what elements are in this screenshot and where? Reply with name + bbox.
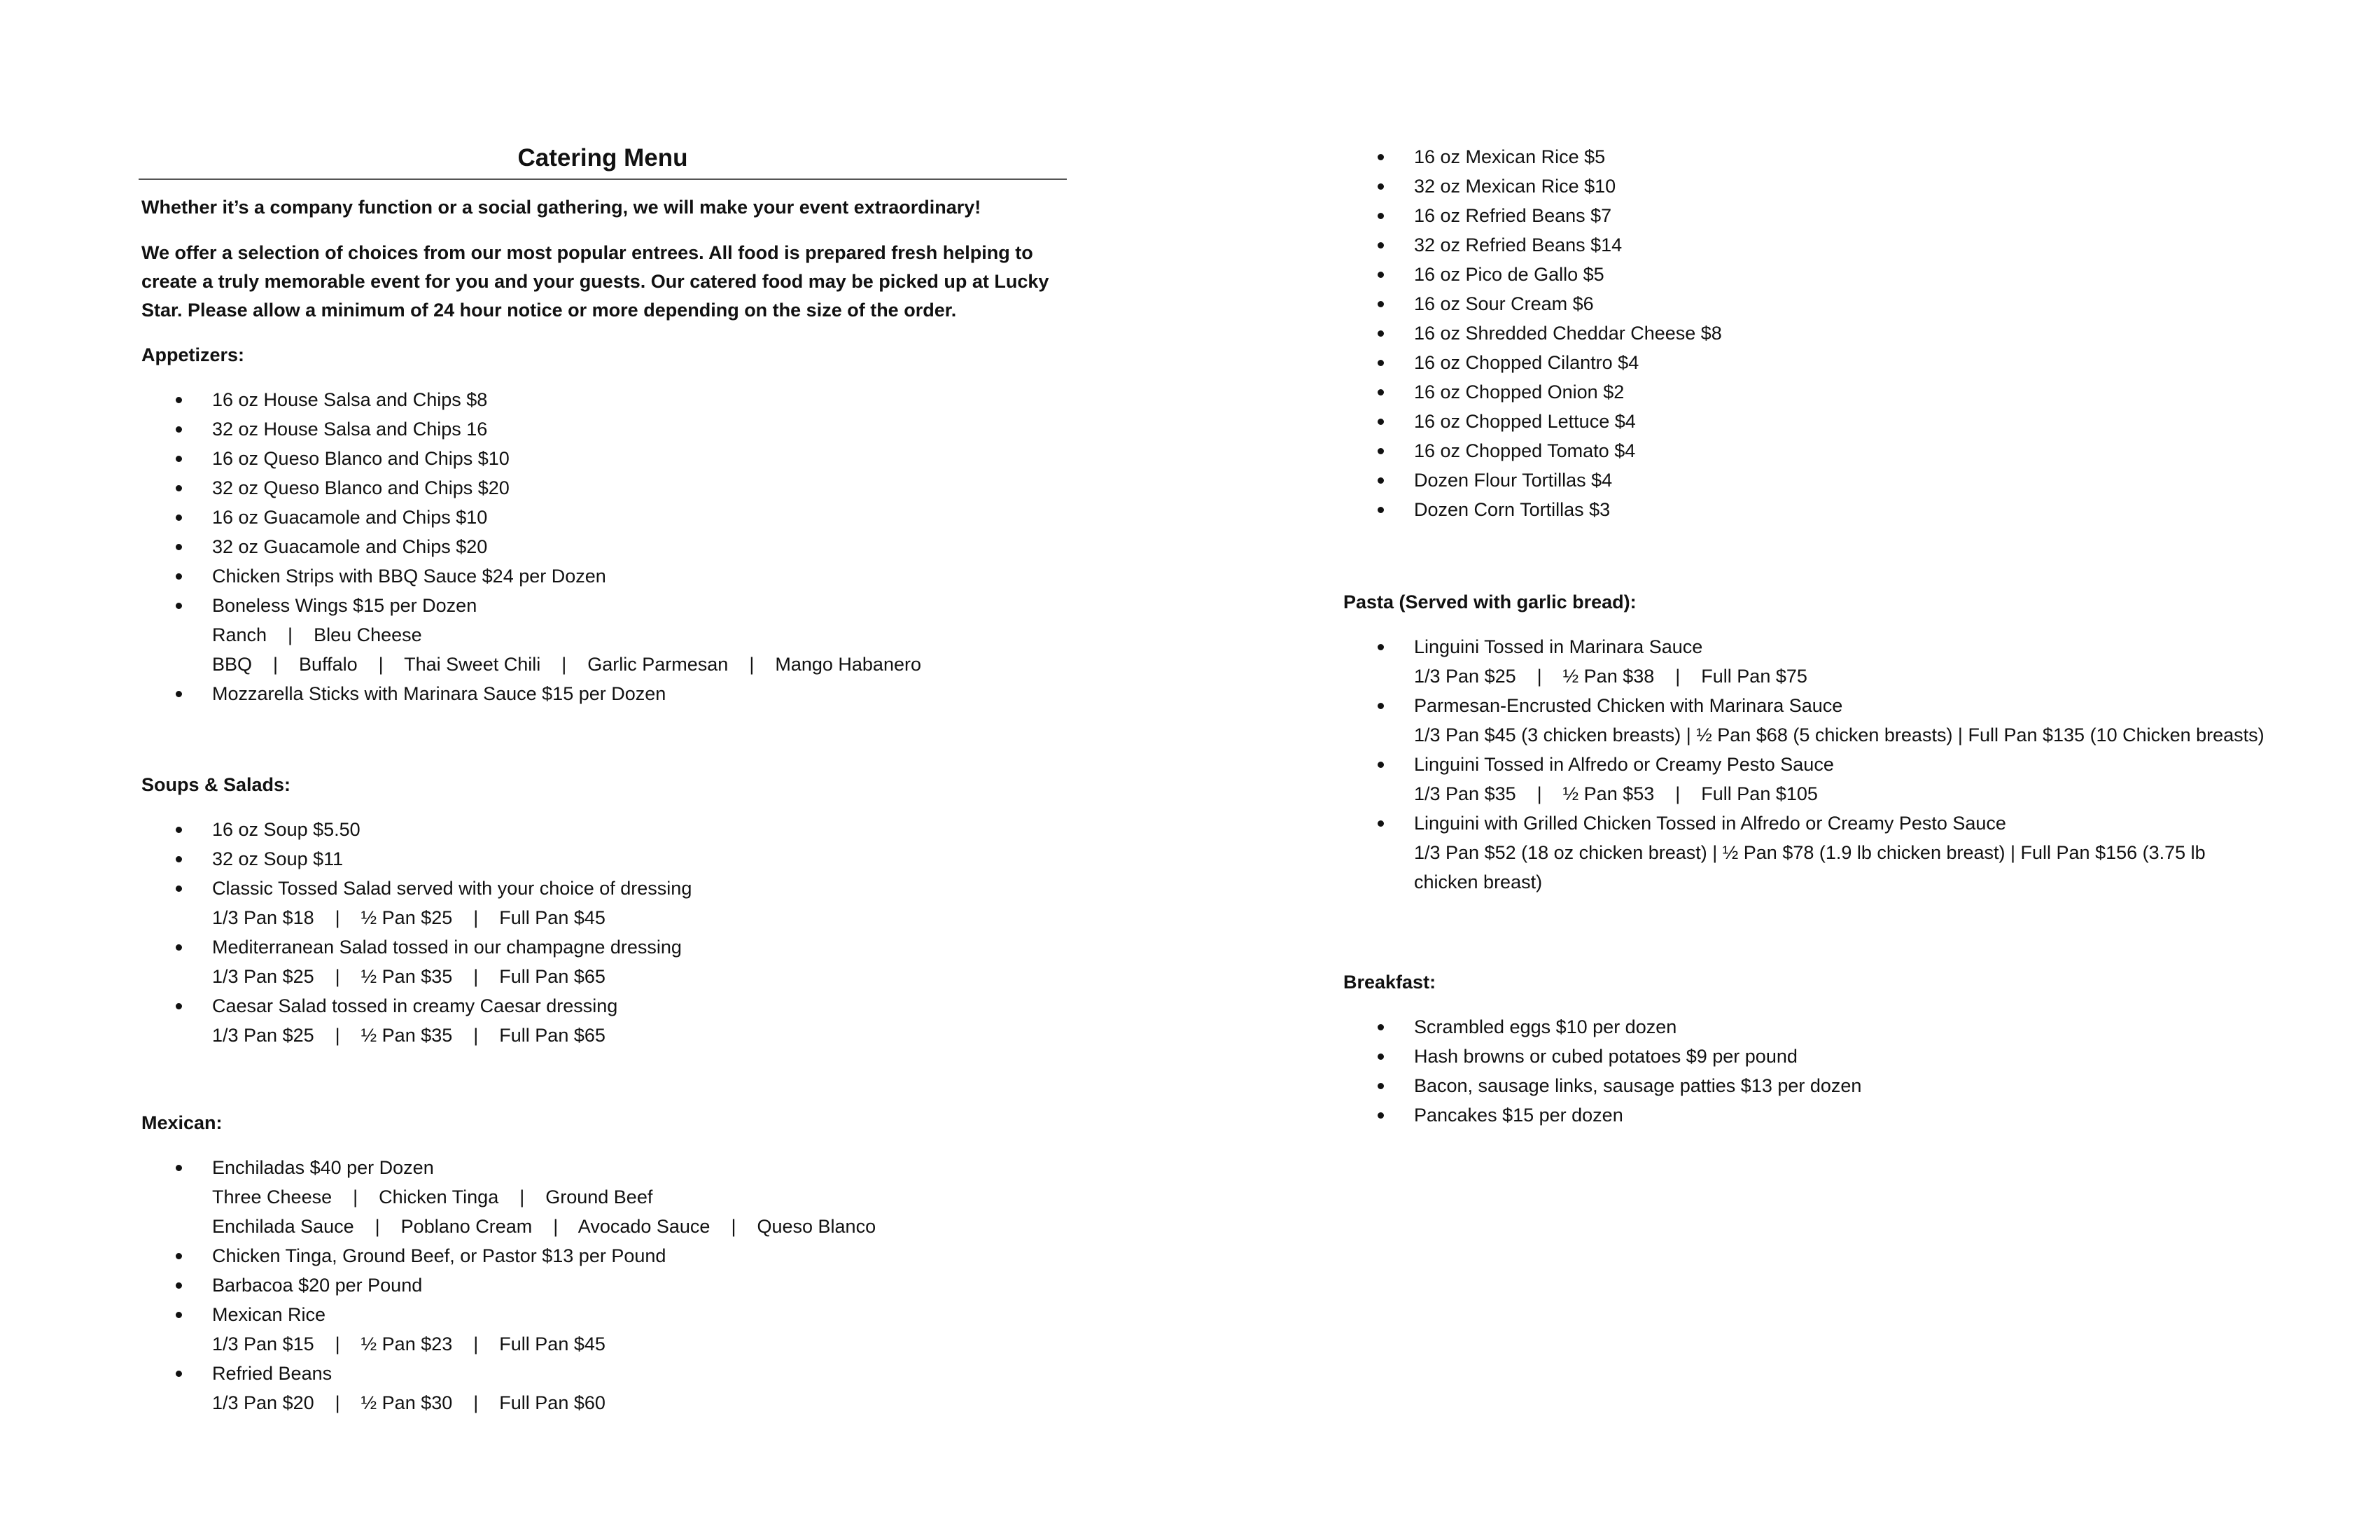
item-pricing: 1/3 Pan $20 | ½ Pan $30 | Full Pan $60 [212, 1392, 606, 1413]
breakfast-list [1343, 1012, 2281, 1130]
item-options: Three Cheese | Chicken Tinga | Ground Beef [212, 1186, 653, 1208]
intro-text: Whether it’s a company function or a social gathering, we will make your event extraordinary! [141, 197, 981, 218]
list-item: 16 oz Sour Cream $6 [1343, 289, 2281, 318]
item-pricing: 1/3 Pan $25 | ½ Pan $38 | Full Pan $75 [1414, 666, 1807, 687]
list-item: 16 oz Shredded Cheddar Cheese $8 [1343, 318, 2281, 348]
appetizers-list [141, 385, 1079, 708]
list-item: 32 oz Guacamole and Chips $20 [141, 532, 1079, 561]
list-item [1343, 750, 2281, 808]
item-label: Linguini Tossed in Marinara Sauce [1414, 636, 1703, 657]
list-item: 32 oz House Salsa and Chips 16 [141, 414, 1079, 444]
item-label: Classic Tossed Salad served with your choice of dressing [212, 878, 692, 899]
list-item: 32 oz Mexican Rice $10 [1343, 172, 2281, 201]
item-options: Enchilada Sauce | Poblano Cream | Avocado Sauce | Queso Blanco [212, 1216, 876, 1237]
item-pricing: 1/3 Pan $18 | ½ Pan $25 | Full Pan $45 [212, 907, 606, 928]
item-pricing: 1/3 Pan $25 | ½ Pan $35 | Full Pan $65 [212, 1025, 606, 1046]
item-label: Caesar Salad tossed in creamy Caesar dressing [212, 995, 618, 1016]
list-item: Dozen Corn Tortillas $3 [1343, 495, 2281, 524]
pasta-heading: Pasta (Served with garlic bread): [1343, 592, 1637, 612]
list-item: Mozzarella Sticks with Marinara Sauce $15 per Dozen [141, 679, 1079, 708]
description-text: We offer a selection of choices from our most popular entrees. All food is prepared fresh helping to create a truly memorable event for you and your guests. Our catered food may be picked up at Lucky Star. Please allow a minimum of 24 hour notice or more depending on the size of the order. [141, 242, 1049, 321]
list-item: 16 oz House Salsa and Chips $8 [141, 385, 1079, 414]
list-item: 16 oz Pico de Gallo $5 [1343, 260, 2281, 289]
mexican-heading: Mexican: [141, 1112, 223, 1133]
list-item [1343, 691, 2281, 750]
item-pricing: 1/3 Pan $52 (18 oz chicken breast) | ½ Pan $78 (1.9 lb chicken breast) | Full Pan $156 (3.75 lb chicken breast) [1414, 842, 2206, 892]
item-label: Boneless Wings $15 per Dozen [212, 595, 477, 616]
appetizers-heading: Appetizers: [141, 344, 245, 365]
item-label: Linguini Tossed in Alfredo or Creamy Pesto Sauce [1414, 754, 1834, 775]
item-label: Parmesan-Encrusted Chicken with Marinara Sauce [1414, 695, 1843, 716]
list-item: 32 oz Refried Beans $14 [1343, 230, 2281, 260]
list-item [141, 591, 1079, 679]
list-item: Pancakes $15 per dozen [1343, 1100, 2281, 1130]
list-item: 16 oz Queso Blanco and Chips $10 [141, 444, 1079, 473]
item-pricing: 1/3 Pan $25 | ½ Pan $35 | Full Pan $65 [212, 966, 606, 987]
item-pricing: 1/3 Pan $35 | ½ Pan $53 | Full Pan $105 [1414, 783, 1818, 804]
item-options: BBQ | Buffalo | Thai Sweet Chili | Garlic Parmesan | Mango Habanero [212, 654, 921, 675]
list-item: Chicken Tinga, Ground Beef, or Pastor $13 per Pound [141, 1241, 1079, 1270]
item-pricing: 1/3 Pan $15 | ½ Pan $23 | Full Pan $45 [212, 1334, 606, 1354]
list-item: 16 oz Chopped Cilantro $4 [1343, 348, 2281, 377]
list-item: Barbacoa $20 per Pound [141, 1270, 1079, 1300]
page-title: Catering Menu [517, 144, 688, 172]
title-divider [139, 178, 1067, 180]
item-label: Linguini with Grilled Chicken Tossed in Alfredo or Creamy Pesto Sauce [1414, 813, 2006, 834]
list-item: Scrambled eggs $10 per dozen [1343, 1012, 2281, 1042]
list-item [1343, 632, 2281, 691]
soups-salads-heading: Soups & Salads: [141, 774, 291, 795]
list-item: 16 oz Mexican Rice $5 [1343, 142, 2281, 172]
item-label: Mexican Rice [212, 1304, 326, 1325]
item-pricing: 1/3 Pan $45 (3 chicken breasts) | ½ Pan $68 (5 chicken breasts) | Full Pan $135 (10 Chicken breasts) [1414, 724, 2264, 746]
breakfast-heading: Breakfast: [1343, 972, 1436, 993]
list-item: 16 oz Chopped Onion $2 [1343, 377, 2281, 407]
soups-salads-list [141, 815, 1079, 1050]
pasta-list [1343, 632, 2281, 897]
list-item: Bacon, sausage links, sausage patties $13 per dozen [1343, 1071, 2281, 1100]
list-item: 16 oz Refried Beans $7 [1343, 201, 2281, 230]
list-item [141, 991, 1079, 1050]
list-item: Chicken Strips with BBQ Sauce $24 per Dozen [141, 561, 1079, 591]
list-item: 16 oz Guacamole and Chips $10 [141, 503, 1079, 532]
item-label: Mediterranean Salad tossed in our champagne dressing [212, 937, 682, 958]
list-item: 32 oz Queso Blanco and Chips $20 [141, 473, 1079, 503]
list-item [1343, 808, 2281, 897]
list-item: Dozen Flour Tortillas $4 [1343, 465, 2281, 495]
mexican-list [141, 1153, 1079, 1418]
list-item [141, 932, 1079, 991]
item-label: Enchiladas $40 per Dozen [212, 1157, 434, 1178]
list-item [141, 1300, 1079, 1359]
item-label: Refried Beans [212, 1363, 332, 1384]
list-item [141, 1153, 1079, 1241]
item-options: Ranch | Bleu Cheese [212, 624, 422, 645]
list-item: 32 oz Soup $11 [141, 844, 1079, 874]
list-item: Hash browns or cubed potatoes $9 per pound [1343, 1042, 2281, 1071]
sides-list [1343, 142, 2281, 524]
list-item: 16 oz Soup $5.50 [141, 815, 1079, 844]
list-item: 16 oz Chopped Tomato $4 [1343, 436, 2281, 465]
list-item [141, 1359, 1079, 1418]
list-item: 16 oz Chopped Lettuce $4 [1343, 407, 2281, 436]
list-item [141, 874, 1079, 932]
